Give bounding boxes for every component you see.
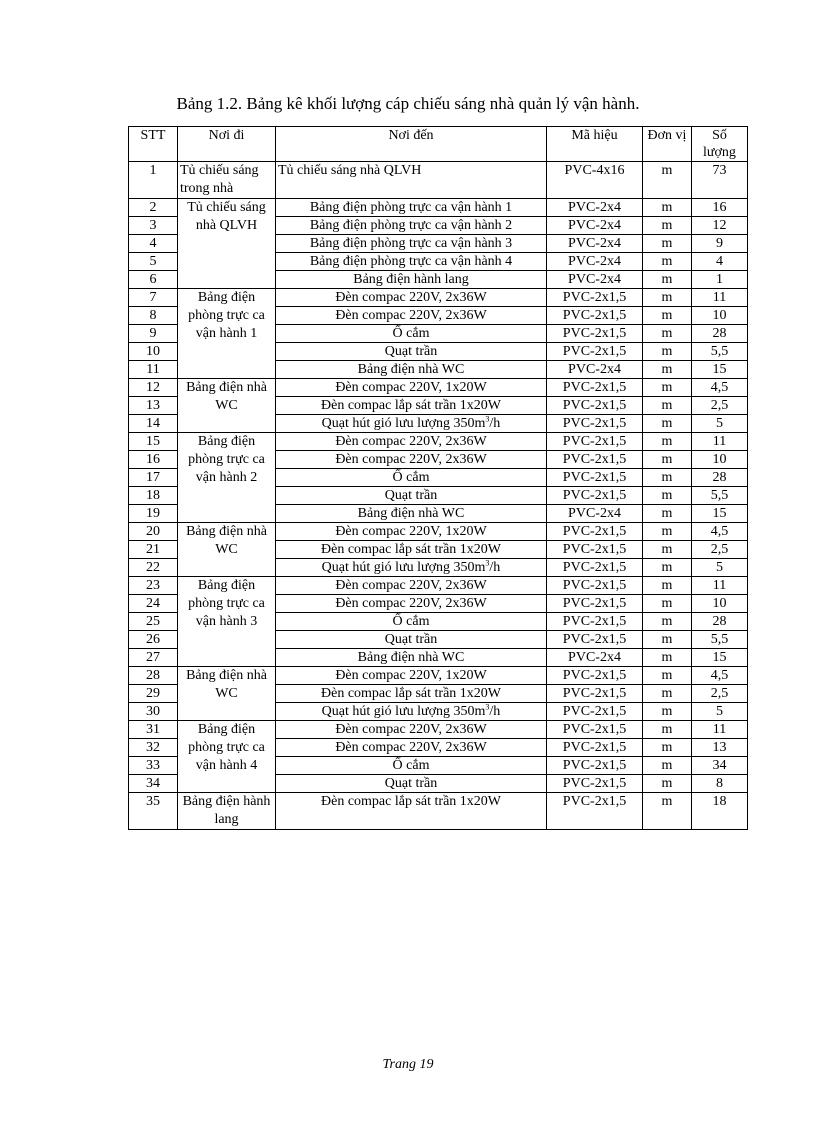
destination-text: Bảng điện phòng trực ca vận hành 4 [309, 254, 513, 269]
cell-unit: m [643, 199, 692, 217]
cell-destination [276, 667, 547, 685]
cell-qty: 28 [692, 325, 748, 343]
destination-text: Tủ chiếu sáng nhà QLVH [278, 163, 422, 178]
destination-text: Quạt hút gió lưu lượng 350m [321, 416, 486, 431]
destination-text: Ổ cắm [392, 614, 430, 629]
cell-origin: Bảng điện nhà WC [178, 667, 276, 721]
table-header-row [129, 127, 748, 162]
cell-qty: 12 [692, 217, 748, 235]
cell-unit: m [643, 649, 692, 667]
cell-stt: 3 [129, 217, 178, 235]
header-to: Nơi đến [276, 127, 547, 162]
cell-unit: m [643, 415, 692, 433]
cell-unit: m [643, 271, 692, 289]
cell-destination [276, 649, 547, 667]
cell-unit: m [643, 523, 692, 541]
cell-stt: 30 [129, 703, 178, 721]
cell-stt: 32 [129, 739, 178, 757]
destination-text: Đèn compac 220V, 2x36W [335, 308, 487, 323]
cell-origin: Bảng điện nhà WC [178, 379, 276, 433]
cell-qty: 5,5 [692, 631, 748, 649]
cell-stt: 15 [129, 433, 178, 451]
cell-unit: m [643, 451, 692, 469]
cell-unit: m [643, 793, 692, 830]
cell-code: PVC-2x1,5 [547, 721, 643, 739]
cell-origin: Bảng điện phòng trực ca vận hành 4 [178, 721, 276, 793]
cell-unit: m [643, 631, 692, 649]
cell-destination [276, 433, 547, 451]
header-qty: Số lượng [692, 127, 748, 162]
cell-origin: Bảng điện phòng trực ca vận hành 1 [178, 289, 276, 379]
cell-qty: 11 [692, 433, 748, 451]
cell-origin: Bảng điện phòng trực ca vận hành 3 [178, 577, 276, 667]
destination-text: Bảng điện hành lang [353, 272, 469, 287]
cell-unit: m [643, 667, 692, 685]
cell-destination [276, 325, 547, 343]
cell-code: PVC-2x1,5 [547, 613, 643, 631]
table-title: Bảng 1.2. Bảng kê khối lượng cáp chiếu sáng nhà quản lý vận hành. [176, 94, 640, 113]
destination-unit-tail: /h [489, 416, 501, 431]
cell-stt: 18 [129, 487, 178, 505]
cell-destination [276, 613, 547, 631]
cell-stt: 9 [129, 325, 178, 343]
cell-unit: m [643, 235, 692, 253]
cell-code: PVC-2x1,5 [547, 577, 643, 595]
cell-unit: m [643, 162, 692, 199]
cell-origin: Bảng điện nhà WC [178, 523, 276, 577]
cell-destination [276, 505, 547, 523]
cell-destination [276, 541, 547, 559]
cell-code: PVC-2x1,5 [547, 631, 643, 649]
cell-qty: 10 [692, 307, 748, 325]
cell-unit: m [643, 217, 692, 235]
table-row [129, 162, 748, 199]
cell-stt: 14 [129, 415, 178, 433]
destination-text: Ổ cắm [392, 326, 430, 341]
cell-destination [276, 217, 547, 235]
cell-qty: 4,5 [692, 379, 748, 397]
cell-destination [276, 379, 547, 397]
cell-stt: 1 [129, 162, 178, 199]
cell-destination [276, 559, 547, 577]
cell-destination [276, 271, 547, 289]
cell-qty: 5 [692, 703, 748, 721]
cell-unit: m [643, 739, 692, 757]
cell-destination [276, 235, 547, 253]
cell-stt: 23 [129, 577, 178, 595]
table-row [129, 199, 748, 217]
cell-stt: 28 [129, 667, 178, 685]
destination-text: Đèn compac 220V, 2x36W [335, 740, 487, 755]
cell-code: PVC-2x1,5 [547, 541, 643, 559]
cell-unit: m [643, 343, 692, 361]
cell-qty: 11 [692, 721, 748, 739]
destination-text: Quạt hút gió lưu lượng 350m [321, 704, 486, 719]
cell-destination [276, 775, 547, 793]
cell-origin: Tủ chiếu sáng nhà QLVH [178, 199, 276, 289]
cell-code: PVC-4x16 [547, 162, 643, 199]
cell-unit: m [643, 685, 692, 703]
cell-destination [276, 361, 547, 379]
cell-unit: m [643, 433, 692, 451]
cell-code: PVC-2x1,5 [547, 325, 643, 343]
cell-qty: 73 [692, 162, 748, 199]
cell-destination [276, 199, 547, 217]
cell-stt: 29 [129, 685, 178, 703]
destination-text: Đèn compac 220V, 2x36W [335, 578, 487, 593]
destination-text: Quạt trần [384, 344, 438, 359]
cell-code: PVC-2x1,5 [547, 595, 643, 613]
cell-code: PVC-2x1,5 [547, 289, 643, 307]
cell-qty: 18 [692, 793, 748, 830]
destination-text: Đèn compac 220V, 2x36W [335, 434, 487, 449]
cell-destination [276, 289, 547, 307]
destination-text: Quạt hút gió lưu lượng 350m [321, 560, 486, 575]
table-row [129, 433, 748, 451]
cell-destination [276, 469, 547, 487]
header-unit: Đơn vị [643, 127, 692, 162]
cell-stt: 6 [129, 271, 178, 289]
cell-qty: 4,5 [692, 667, 748, 685]
cell-qty: 2,5 [692, 397, 748, 415]
cell-destination [276, 253, 547, 271]
cell-unit: m [643, 595, 692, 613]
cell-code: PVC-2x1,5 [547, 343, 643, 361]
cell-stt: 8 [129, 307, 178, 325]
cell-code: PVC-2x1,5 [547, 397, 643, 415]
cell-code: PVC-2x1,5 [547, 433, 643, 451]
cell-origin: Bảng điện phòng trực ca vận hành 2 [178, 433, 276, 523]
cell-qty: 4 [692, 253, 748, 271]
cell-qty: 15 [692, 649, 748, 667]
destination-text: Đèn compac lắp sát trần 1x20W [321, 794, 501, 809]
cell-code: PVC-2x1,5 [547, 775, 643, 793]
cell-code: PVC-2x1,5 [547, 415, 643, 433]
cell-code: PVC-2x4 [547, 253, 643, 271]
cell-unit: m [643, 757, 692, 775]
destination-text: Đèn compac 220V, 2x36W [335, 452, 487, 467]
cell-unit: m [643, 397, 692, 415]
cell-qty: 15 [692, 505, 748, 523]
cell-code: PVC-2x4 [547, 217, 643, 235]
page-number: Trang 19 [382, 1057, 434, 1072]
cell-stt: 22 [129, 559, 178, 577]
cell-code: PVC-2x1,5 [547, 685, 643, 703]
cell-qty: 1 [692, 271, 748, 289]
cell-origin: Bảng điện hành lang [178, 793, 276, 830]
destination-superscript: 3 [485, 702, 490, 712]
cell-destination [276, 397, 547, 415]
cell-stt: 5 [129, 253, 178, 271]
cell-destination [276, 631, 547, 649]
cell-unit: m [643, 703, 692, 721]
cell-qty: 5,5 [692, 343, 748, 361]
cell-destination [276, 739, 547, 757]
cell-code: PVC-2x1,5 [547, 739, 643, 757]
cell-unit: m [643, 325, 692, 343]
cell-stt: 24 [129, 595, 178, 613]
cell-code: PVC-2x1,5 [547, 523, 643, 541]
cell-stt: 11 [129, 361, 178, 379]
cell-destination [276, 793, 547, 830]
header-code: Mã hiệu [547, 127, 643, 162]
destination-text: Đèn compac 220V, 2x36W [335, 596, 487, 611]
table-body [129, 162, 748, 830]
cell-destination [276, 757, 547, 775]
cell-stt: 12 [129, 379, 178, 397]
cell-stt: 7 [129, 289, 178, 307]
destination-unit-tail: /h [489, 704, 501, 719]
cable-quantity-table [128, 126, 748, 830]
cell-stt: 31 [129, 721, 178, 739]
header-stt: STT [129, 127, 178, 162]
destination-text: Đèn compac lắp sát trần 1x20W [321, 542, 501, 557]
table-row [129, 667, 748, 685]
table-row [129, 721, 748, 739]
destination-text: Bảng điện nhà WC [357, 362, 465, 377]
cell-unit: m [643, 289, 692, 307]
cell-qty: 5,5 [692, 487, 748, 505]
destination-text: Quạt trần [384, 632, 438, 647]
cell-qty: 11 [692, 577, 748, 595]
cell-code: PVC-2x1,5 [547, 667, 643, 685]
table-row [129, 523, 748, 541]
cell-destination [276, 487, 547, 505]
cell-unit: m [643, 577, 692, 595]
cell-qty: 5 [692, 559, 748, 577]
cell-unit: m [643, 559, 692, 577]
cell-unit: m [643, 505, 692, 523]
cell-stt: 25 [129, 613, 178, 631]
destination-text: Đèn compac 220V, 1x20W [335, 668, 487, 683]
header-from: Nơi đi [178, 127, 276, 162]
cell-destination [276, 162, 547, 199]
cell-destination [276, 307, 547, 325]
cell-destination [276, 451, 547, 469]
cell-unit: m [643, 361, 692, 379]
cell-qty: 4,5 [692, 523, 748, 541]
cell-code: PVC-2x4 [547, 649, 643, 667]
cell-code: PVC-2x4 [547, 505, 643, 523]
cell-qty: 11 [692, 289, 748, 307]
cell-unit: m [643, 253, 692, 271]
cell-code: PVC-2x1,5 [547, 451, 643, 469]
cell-code: PVC-2x4 [547, 199, 643, 217]
cell-destination [276, 523, 547, 541]
cell-code: PVC-2x1,5 [547, 307, 643, 325]
cell-stt: 10 [129, 343, 178, 361]
cell-unit: m [643, 379, 692, 397]
cell-code: PVC-2x1,5 [547, 703, 643, 721]
cell-stt: 34 [129, 775, 178, 793]
cell-unit: m [643, 613, 692, 631]
destination-superscript: 3 [485, 414, 490, 424]
destination-text: Ổ cắm [392, 470, 430, 485]
destination-text: Đèn compac 220V, 2x36W [335, 722, 487, 737]
cell-qty: 2,5 [692, 685, 748, 703]
cell-destination [276, 703, 547, 721]
cell-stt: 20 [129, 523, 178, 541]
cell-stt: 16 [129, 451, 178, 469]
cell-qty: 16 [692, 199, 748, 217]
cell-destination [276, 577, 547, 595]
cell-code: PVC-2x1,5 [547, 487, 643, 505]
cell-code: PVC-2x4 [547, 271, 643, 289]
cell-stt: 4 [129, 235, 178, 253]
cell-destination [276, 685, 547, 703]
cell-qty: 2,5 [692, 541, 748, 559]
cell-unit: m [643, 487, 692, 505]
cell-destination [276, 595, 547, 613]
destination-text: Đèn compac lắp sát trần 1x20W [321, 398, 501, 413]
table-row [129, 793, 748, 830]
cell-stt: 26 [129, 631, 178, 649]
cell-code: PVC-2x4 [547, 235, 643, 253]
cell-origin: Tủ chiếu sáng trong nhà [178, 162, 276, 199]
cell-stt: 13 [129, 397, 178, 415]
cell-qty: 28 [692, 469, 748, 487]
destination-text: Đèn compac lắp sát trần 1x20W [321, 686, 501, 701]
cell-destination [276, 343, 547, 361]
cell-unit: m [643, 541, 692, 559]
cell-unit: m [643, 469, 692, 487]
table-row [129, 577, 748, 595]
cell-qty: 8 [692, 775, 748, 793]
destination-text: Bảng điện phòng trực ca vận hành 3 [309, 236, 513, 251]
cell-stt: 33 [129, 757, 178, 775]
cell-code: PVC-2x1,5 [547, 559, 643, 577]
cell-unit: m [643, 307, 692, 325]
destination-text: Ổ cắm [392, 758, 430, 773]
cell-destination [276, 721, 547, 739]
destination-unit-tail: /h [489, 560, 501, 575]
destination-superscript: 3 [485, 558, 490, 568]
cell-qty: 15 [692, 361, 748, 379]
cell-stt: 27 [129, 649, 178, 667]
cell-stt: 35 [129, 793, 178, 830]
cell-code: PVC-2x1,5 [547, 379, 643, 397]
cell-code: PVC-2x1,5 [547, 793, 643, 830]
cell-qty: 10 [692, 595, 748, 613]
cell-code: PVC-2x1,5 [547, 469, 643, 487]
cell-qty: 9 [692, 235, 748, 253]
destination-text: Đèn compac 220V, 2x36W [335, 290, 487, 305]
cell-code: PVC-2x4 [547, 361, 643, 379]
table-row [129, 289, 748, 307]
cell-stt: 2 [129, 199, 178, 217]
destination-text: Quạt trần [384, 776, 438, 791]
cell-qty: 5 [692, 415, 748, 433]
table-row [129, 379, 748, 397]
cell-unit: m [643, 775, 692, 793]
destination-text: Đèn compac 220V, 1x20W [335, 380, 487, 395]
destination-text: Bảng điện phòng trực ca vận hành 1 [309, 200, 513, 215]
cell-stt: 21 [129, 541, 178, 559]
destination-text: Quạt trần [384, 488, 438, 503]
cell-destination [276, 415, 547, 433]
destination-text: Bảng điện phòng trực ca vận hành 2 [309, 218, 513, 233]
cell-qty: 10 [692, 451, 748, 469]
cell-qty: 13 [692, 739, 748, 757]
cell-qty: 34 [692, 757, 748, 775]
cell-code: PVC-2x1,5 [547, 757, 643, 775]
cell-stt: 19 [129, 505, 178, 523]
destination-text: Bảng điện nhà WC [357, 506, 465, 521]
destination-text: Đèn compac 220V, 1x20W [335, 524, 487, 539]
cell-qty: 28 [692, 613, 748, 631]
cell-unit: m [643, 721, 692, 739]
cell-stt: 17 [129, 469, 178, 487]
destination-text: Bảng điện nhà WC [357, 650, 465, 665]
